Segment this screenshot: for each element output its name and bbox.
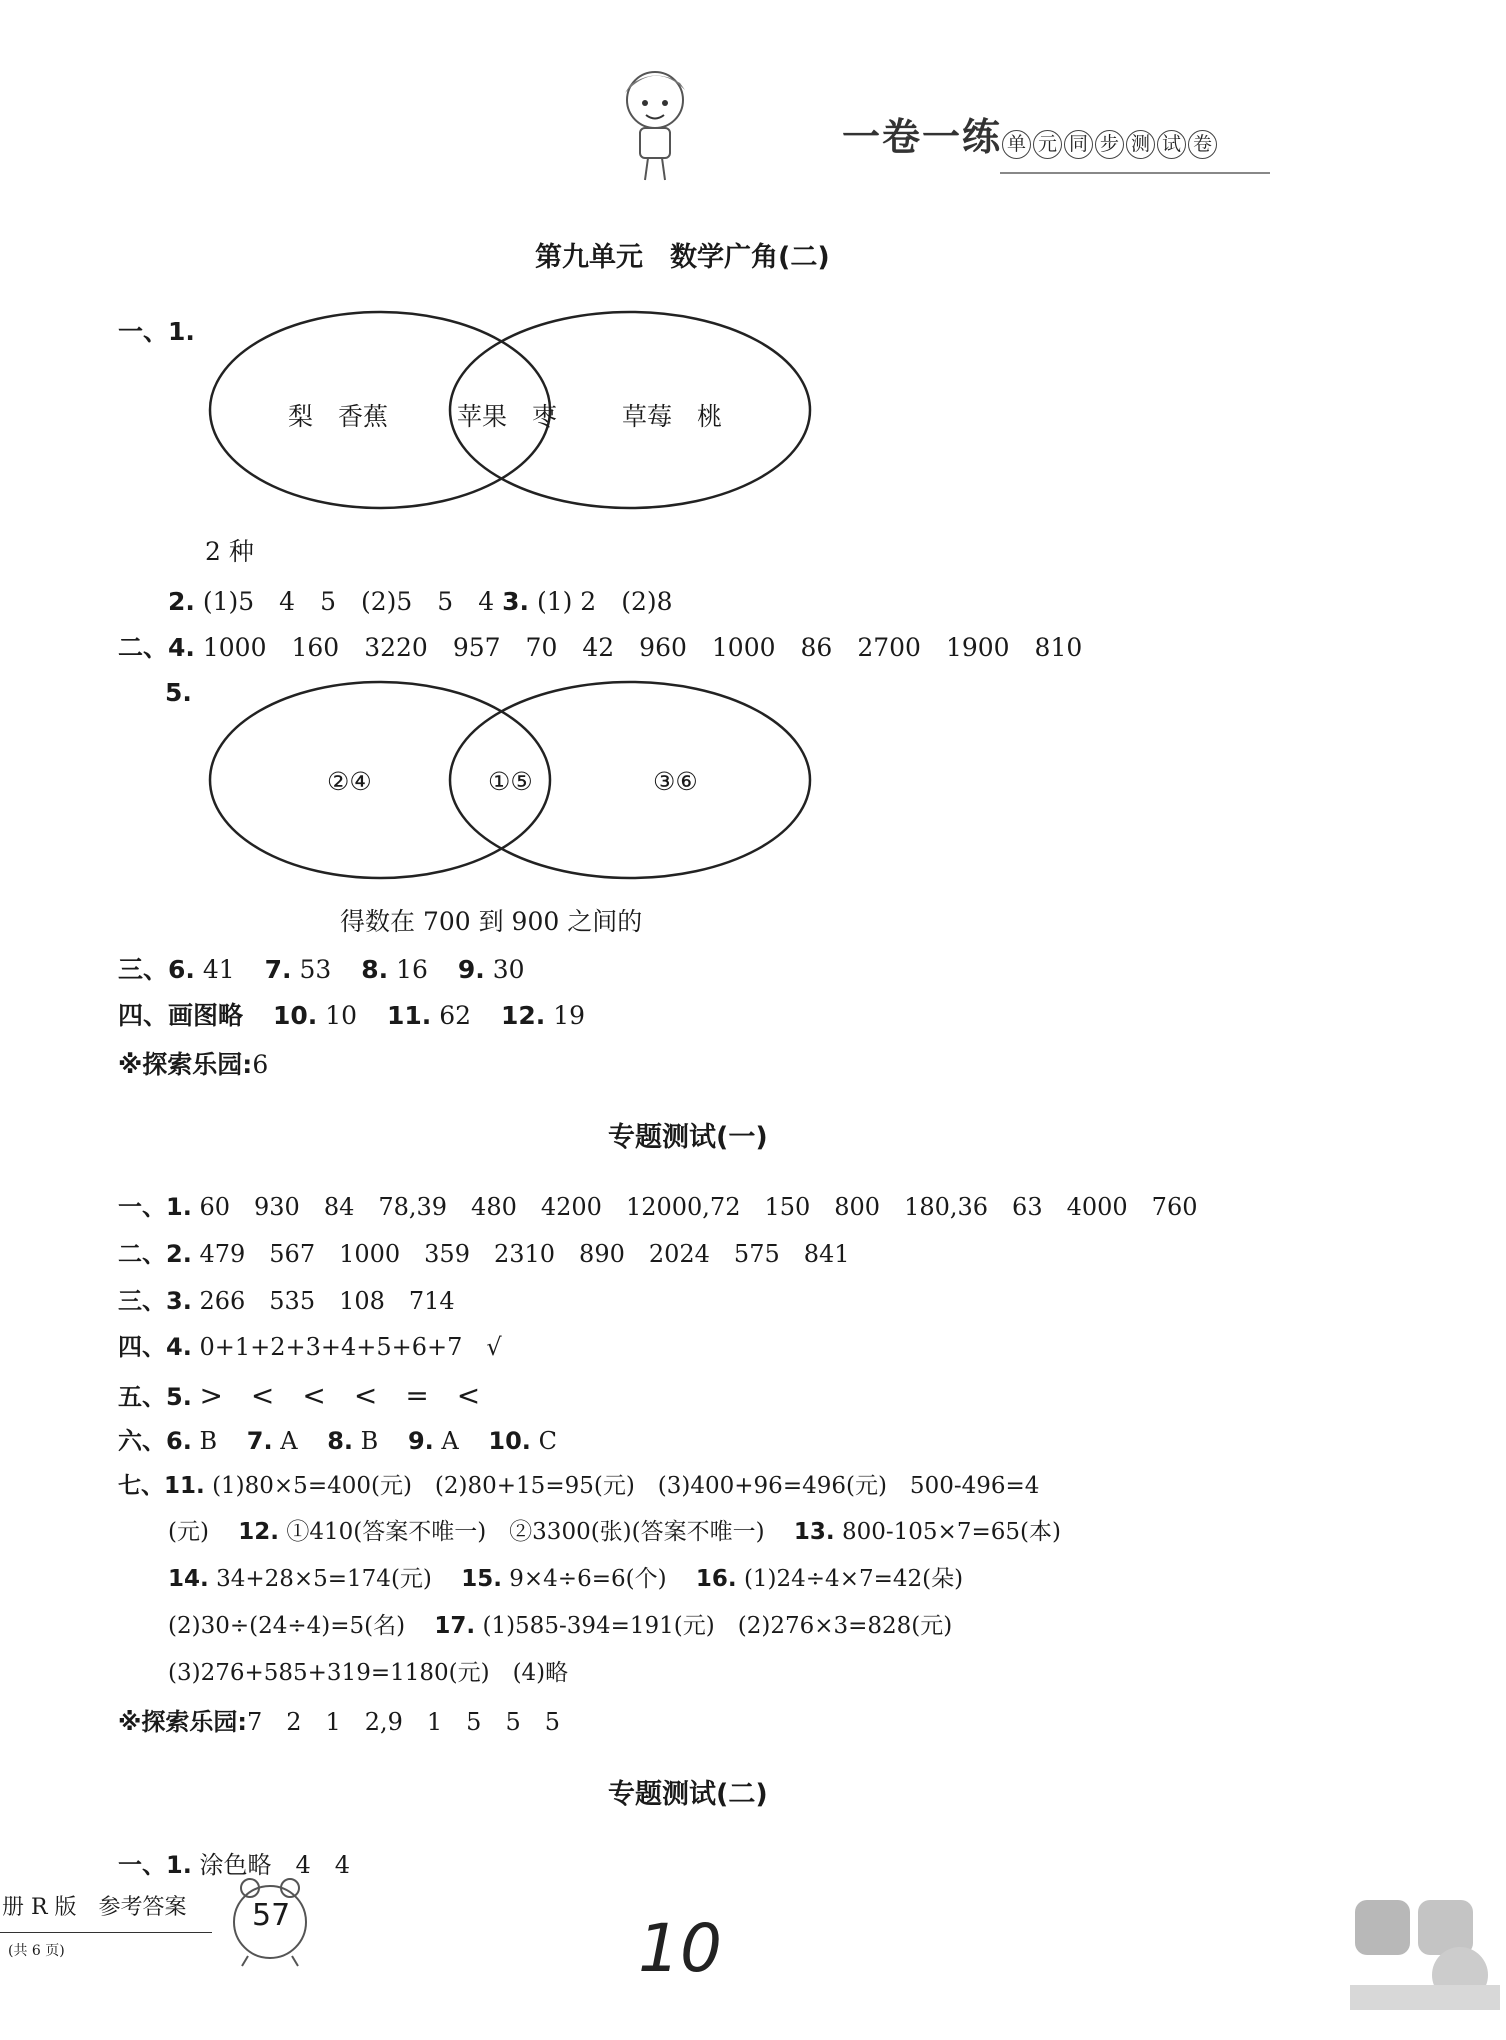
answer-line	[168, 1607, 952, 1640]
explore-label: ※探索乐园:	[118, 1050, 253, 1079]
series-char: 单	[1002, 130, 1031, 159]
answer-line	[118, 1281, 455, 1316]
answer-text: 16	[396, 955, 428, 984]
watermark-logo	[1350, 1895, 1500, 2015]
answer-line	[118, 1421, 557, 1456]
answer-text: 19	[553, 1001, 586, 1030]
answer-text: > < < < = <	[199, 1379, 481, 1412]
answer-line-si	[118, 996, 585, 1032]
answer-text: 2 种	[205, 537, 254, 566]
answer-text: 1000 160 3220 957 70 42 960 1000 86 2700 1900 810	[202, 633, 1083, 662]
question-number: 2.	[168, 587, 195, 616]
answer-text: (1)80×5=400(元) (2)80+15=95(元) (3)400+96=496(元) 500-496=4	[212, 1473, 1040, 1499]
answer-text: 266 535 108 714	[199, 1287, 455, 1315]
answer-line-q2-q3	[168, 582, 673, 618]
answer-text: (元)	[168, 1519, 209, 1545]
question-number: 13.	[793, 1519, 835, 1545]
answer-line	[168, 1560, 963, 1593]
question-number: 17.	[434, 1613, 476, 1639]
page-number: 57	[252, 1898, 291, 1933]
answer-text: (1)5 4 5 (2)5 5 4	[202, 587, 495, 616]
answer-text: 10	[325, 1001, 358, 1030]
answer-line	[118, 1467, 1039, 1500]
question-number: 8.	[361, 955, 389, 984]
answer-line	[168, 1654, 568, 1687]
question-label: 三、3.	[118, 1287, 192, 1315]
series-char: 元	[1033, 130, 1062, 159]
answer-line	[118, 1327, 502, 1362]
question-number: 7.	[264, 955, 292, 984]
question-number: 8.	[327, 1427, 354, 1455]
section-title-unit9: 第九单元 数学广角(二)	[535, 242, 830, 273]
series-char: 步	[1095, 130, 1124, 159]
question-number: 11.	[386, 1001, 432, 1030]
question-label: 一、1.	[118, 1193, 192, 1221]
venn2-caption: 得数在 700 到 900 之间的	[340, 907, 643, 936]
answer-text: 6	[252, 1050, 269, 1079]
answer-text: C	[538, 1427, 557, 1455]
question-label: 二、4.	[118, 633, 195, 662]
answer-text: (2)30÷(24÷4)=5(名)	[168, 1613, 406, 1639]
question-number: 9.	[407, 1427, 434, 1455]
answer-line	[168, 1513, 1061, 1546]
answer-text: 62	[439, 1001, 472, 1030]
answer-text: A	[441, 1427, 459, 1455]
question-label: 六、6.	[118, 1427, 192, 1455]
footer-edition: 册 R 版 参考答案	[2, 1895, 187, 1920]
series-char: 卷	[1188, 130, 1217, 159]
question-number: 9.	[457, 955, 485, 984]
explore-label: ※探索乐园:	[118, 1708, 247, 1736]
answer-text: 479 567 1000 359 2310 890 2024 575 841	[199, 1240, 850, 1268]
answer-line	[118, 1187, 1197, 1222]
question-label: 一、1.	[118, 1851, 192, 1879]
question-label: 三、6.	[118, 955, 195, 984]
answer-text: 34+28×5=174(元)	[216, 1566, 432, 1592]
question-label: 一、1.	[118, 317, 195, 346]
answer-text: 41	[202, 955, 235, 984]
question-number: 14.	[168, 1566, 209, 1592]
venn2-right-set: ③⑥	[653, 767, 698, 796]
answer-line-san	[118, 950, 525, 986]
venn1-right-set: 草莓 桃	[622, 402, 723, 431]
answer-text: 涂色略 4 4	[199, 1851, 351, 1879]
question-number: 10.	[272, 1001, 318, 1030]
question-number: 15.	[461, 1566, 502, 1592]
answer-text: (1)24÷4×7=42(朵)	[743, 1566, 964, 1592]
answer-text: 30	[492, 955, 525, 984]
answer-text: 53	[299, 955, 332, 984]
question-label: 五、5.	[118, 1383, 192, 1411]
series-char: 测	[1126, 130, 1155, 159]
answer-text: (1)585-394=191(元) (2)276×3=828(元)	[482, 1613, 953, 1639]
question-label: 二、2.	[118, 1240, 192, 1268]
mascot-icon	[600, 55, 710, 185]
series-title	[1002, 130, 1219, 159]
series-char: 同	[1064, 130, 1093, 159]
answer-text: B	[360, 1427, 379, 1455]
answer-text: 800-105×7=65(本)	[841, 1519, 1061, 1545]
question-label: 四、画图略	[118, 1001, 244, 1030]
answer-line	[118, 1374, 480, 1414]
brand-title: 一卷一练	[842, 115, 1003, 159]
section-title-topic1: 专题测试(一)	[608, 1122, 768, 1153]
question-number: 5.	[165, 678, 192, 707]
series-char: 试	[1157, 130, 1186, 159]
answer-text: (3)276+585+319=1180(元) (4)略	[168, 1660, 569, 1686]
answer-text: B	[199, 1427, 218, 1455]
venn2-left-set: ②④	[327, 767, 372, 796]
section-title-topic2: 专题测试(二)	[608, 1779, 768, 1810]
answer-text: (1) 2 (2)8	[536, 587, 673, 616]
answer-text: 60 930 84 78,39 480 4200 12000,72 150 800 180,36 63 4000 760	[199, 1193, 1198, 1221]
answer-text: 9×4÷6=6(个)	[509, 1566, 667, 1592]
question-label: 四、4.	[118, 1333, 192, 1361]
explore-line-unit9	[118, 1045, 268, 1081]
answer-text: A	[280, 1427, 298, 1455]
explore-line-topic1	[118, 1702, 560, 1737]
question-number: 12.	[501, 1001, 546, 1030]
venn1-left-set: 梨 香蕉	[288, 402, 389, 431]
venn2-intersection: ①⑤	[488, 767, 533, 796]
footer-pages: (共 6 页)	[8, 1943, 65, 1959]
answer-line	[118, 1234, 850, 1269]
answer-text: ①410(答案不唯一) ②3300(张)(答案不唯一)	[286, 1519, 765, 1545]
question-label: 七、11.	[118, 1473, 205, 1499]
footer-divider	[0, 1932, 212, 1933]
question-number: 7.	[246, 1427, 273, 1455]
handwritten-mark: 10	[638, 1910, 722, 1987]
question-number: 3.	[502, 587, 529, 616]
question-number: 10.	[488, 1427, 531, 1455]
venn1-intersection: 苹果 枣	[457, 402, 558, 431]
answer-text: 7 2 1 2,9 1 5 5 5	[246, 1708, 560, 1736]
question-number: 12.	[238, 1519, 280, 1545]
answer-line-q4	[118, 628, 1082, 664]
question-number: 16.	[695, 1566, 737, 1592]
answer-text: 0+1+2+3+4+5+6+7 √	[199, 1333, 502, 1361]
